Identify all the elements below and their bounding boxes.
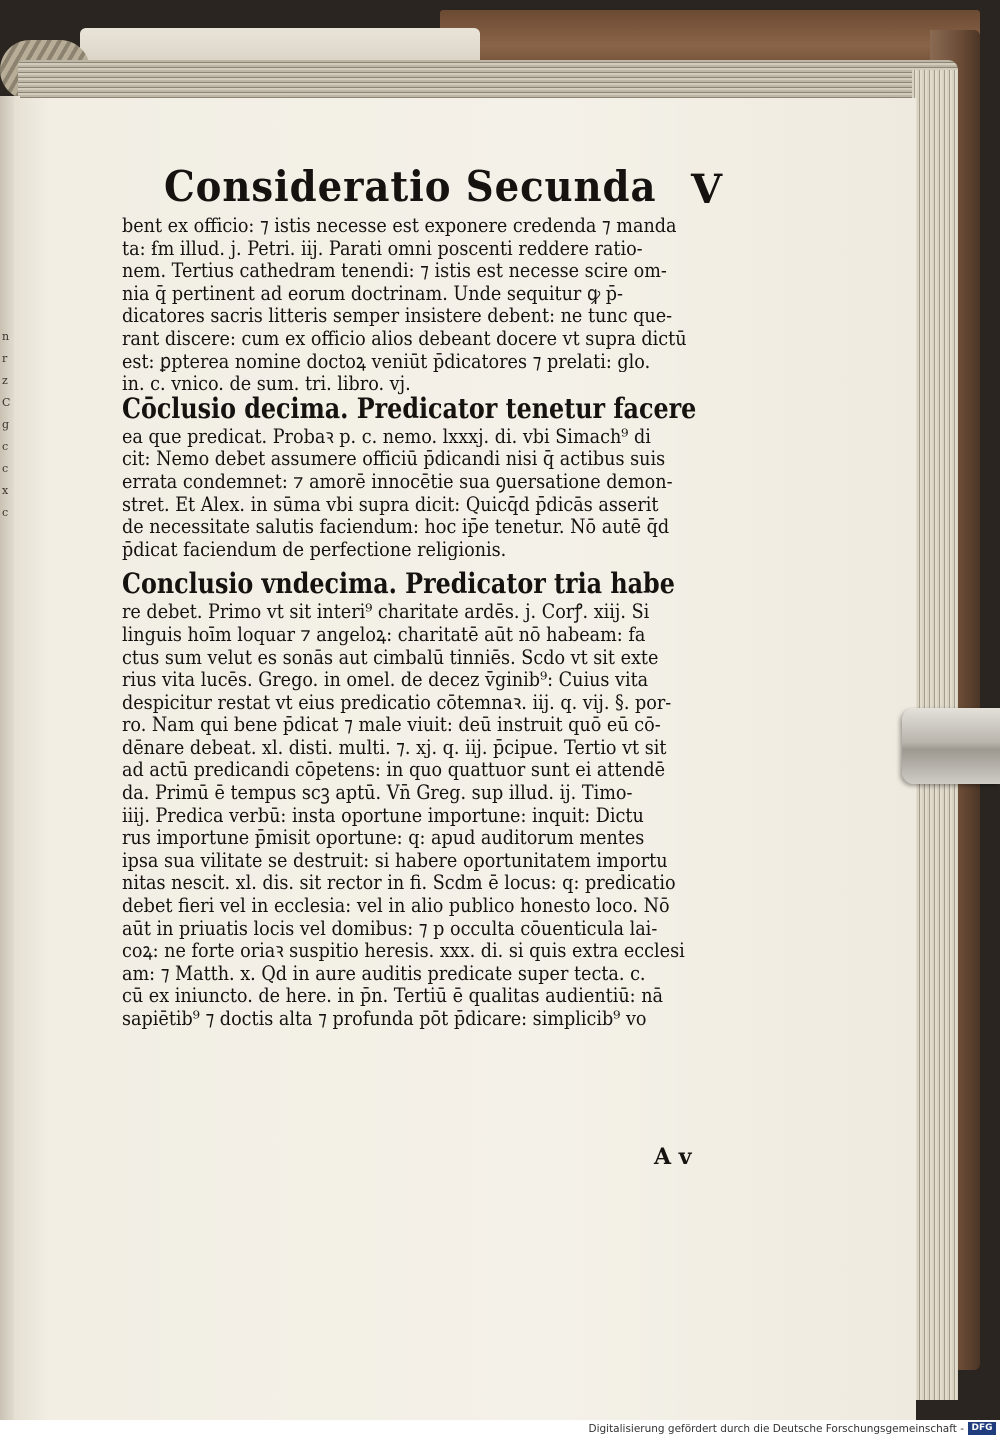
conclusio-decima-heading: Cōclusio decima. Predicator tenetur facere bbox=[122, 394, 697, 425]
dfg-logo: DFG bbox=[968, 1422, 996, 1435]
book-page bbox=[14, 98, 916, 1420]
text-line: rant discere: cum ex officio alios debeant docere vt supra dictū bbox=[122, 326, 687, 350]
text-line: p̄dicat faciendum de perfectione religionis. bbox=[122, 537, 507, 561]
text-line: ta: ẜm illud. j. Petri. iij. Parati omni poscenti reddere ratio- bbox=[122, 236, 643, 260]
text-line: aūt in priuatis locis vel domibus: ⁊ p occulta cōuenticula lai- bbox=[122, 916, 658, 940]
text-line: am: ⁊ Matth. x. Qd̄ in aure auditis predicate super tecta. c. bbox=[122, 961, 646, 985]
text-line: iiij. Predica verbū: insta oportune importune: inquit: Dictu bbox=[122, 803, 644, 827]
text-line: nitas nescit. xl. dis. sit rector in fi. Scd̄m ē locus: q: predicatio bbox=[122, 871, 676, 895]
conclusio-undecima-text bbox=[122, 600, 722, 1029]
text-line: coꝝ: ne forte oriaꝛ suspitio heresis. xxx. di. si quis extra ecclesi bbox=[122, 939, 685, 962]
text-line: rius vita lucēs. Grego. in omel. de decez v̄ginib⁹: Cuius vita bbox=[122, 668, 649, 691]
bookmark-clip bbox=[902, 708, 1000, 784]
funding-notice: Digitalisierung gefördert durch die Deutsche Forschungsgemeinschaft - bbox=[588, 1423, 964, 1435]
text-line: bent ex officio: ⁊ istis necesse est exponere credenda ⁊ manda bbox=[122, 214, 677, 237]
paragraph-gap bbox=[122, 560, 722, 570]
footer-bar bbox=[0, 1420, 1000, 1438]
text-block bbox=[122, 158, 722, 1030]
text-line: dēnare debeat. xl. disti. multi. ⁊. xj. q. iij. p̄cipue. Tertio vt sit bbox=[122, 735, 667, 759]
text-line: ad actū predicandi cōpetens: in quo quattuor sunt ei attendē bbox=[122, 758, 666, 782]
running-head: Consideratio Secunda bbox=[164, 162, 657, 211]
signature-mark: A v bbox=[654, 1144, 692, 1170]
conclusio-undecima-heading: Conclusio vndecima. Predicator tria habe bbox=[122, 570, 675, 601]
facing-page-text-fragments: n r z C g c c x c bbox=[2, 330, 11, 519]
conclusio-decima-text bbox=[122, 425, 722, 561]
text-line: nia q̄ pertinent ad eorum doctrinam. Unde sequitur ꝙ p̄- bbox=[122, 281, 623, 305]
folio-number: V bbox=[690, 166, 722, 213]
text-line: da. Primū ē tempus scꝫ aptū. Vn̄ Greg. sup illud. ij. Timo- bbox=[122, 781, 633, 804]
text-line: sapiētib⁹ ⁊ doctis alta ⁊ profunda pōt p̄dicare: simplicib⁹ vo bbox=[122, 1007, 647, 1030]
text-line: est: ꝑpterea nomine doctoꝝ veniūt p̄dicatores ⁊ prelati: glo. bbox=[122, 349, 651, 373]
text-line: in. c. vnico. de sum. tri. libro. vj. bbox=[122, 372, 411, 395]
text-line: ipsa sua vilitate se destruit: si habere oportunitatem importu bbox=[122, 848, 668, 872]
text-line: linguis hoīm loquar ⁊ angeloꝝ: charitatē aūt nō habeam: fa bbox=[122, 622, 646, 646]
text-line: de necessitate salutis faciendum: hoc ip̄e tenetur. Nō autē q̄d bbox=[122, 515, 670, 538]
text-line: cit: Nemo debet assumere officiū p̄dicandi nisi q̄ actibus suis bbox=[122, 447, 666, 470]
text-line: ea que predicat. Probaꝛ p. c. nemo. lxxxj. di. vbi Simach⁹ di bbox=[122, 424, 651, 448]
text-line: despicitur restat vt eius predicatio cōtemnaꝛ. iij. q. vij. §. por- bbox=[122, 690, 672, 714]
text-line: errata condemnet: ⁊ amorē innocētie sua ꝯuersatione demon- bbox=[122, 469, 673, 493]
text-line: re debet. Primo vt sit interi⁹ charitate ardēs. j. Corꝭ. xiij. Si bbox=[122, 600, 650, 623]
page-header bbox=[122, 158, 722, 214]
text-line: stret. Et Alex. in sūma vbi supra dicit: Quicq̄d p̄dicās asserit bbox=[122, 492, 659, 516]
text-line: nem. Tertius cathedram tenendi: ⁊ istis est necesse scire om- bbox=[122, 259, 667, 282]
text-line: dicatores sacris litteris semper insistere debent: ne tunc que- bbox=[122, 304, 673, 327]
text-line: rus importune p̄misit oportune: q: apud auditorum mentes bbox=[122, 826, 645, 849]
text-line: debet fieri vel in ecclesia: vel in alio publico honesto loco. Nō bbox=[122, 894, 670, 917]
text-line: ctus sum velut es sonās aut cimbalū tinniēs. Scd̄o vt sit exte bbox=[122, 645, 659, 669]
text-line: ro. Nam qui bene p̄dicat ⁊ male viuit: deū instruit quō eū cō- bbox=[122, 713, 661, 736]
body-text bbox=[122, 214, 722, 395]
text-line: cū ex iniuncto. de here. in p̄n. Tertiū ē qualitas audientiū: nā bbox=[122, 984, 664, 1007]
